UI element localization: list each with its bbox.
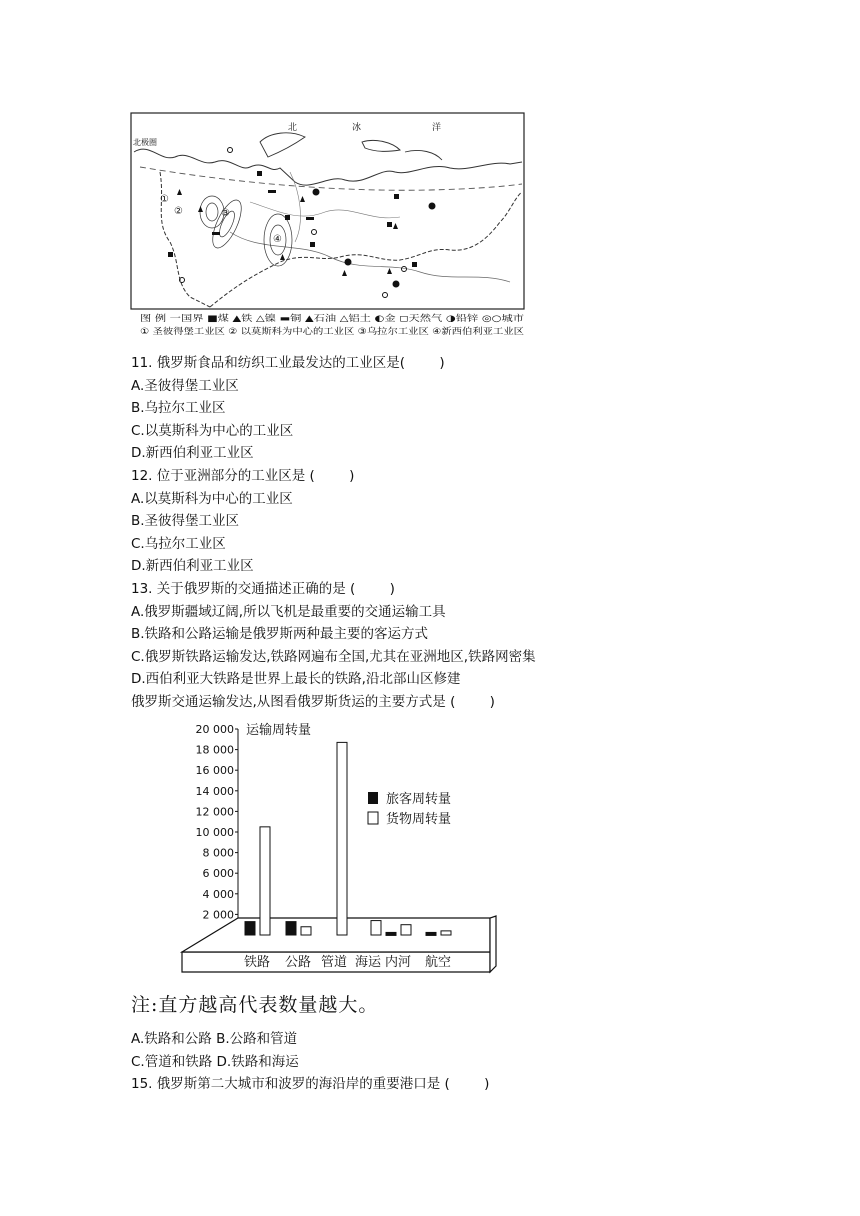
question-block [131,352,771,714]
option-11c: C.以莫斯科为中心的工业区 [131,422,294,439]
bar-freight-5 [441,931,451,935]
bar-passenger-1 [286,922,296,935]
y-tick-label: 16 000 [195,764,234,778]
question-14: 俄罗斯交通运输发达,从图看俄罗斯货运的主要方式是 ( ) [131,693,495,710]
bar-passenger-4 [386,932,396,935]
option-12c: C.乌拉尔工业区 [131,535,226,552]
category-label: 管道 [320,955,348,970]
option-14ab: A.铁路和公路 B.公路和管道 [131,1031,298,1047]
option-13d: D.西伯利亚大铁路是世界上最长的铁路,沿北部山区修建 [131,671,461,688]
bar-passenger-0 [245,922,255,935]
option-13c: C.俄罗斯铁路运输发达,铁路网遍布全国,尤其在亚洲地区,铁路网密集 [131,648,536,665]
zone-2-label: ② [174,206,183,217]
chart-base-side [490,916,496,972]
ocean-label-2: 冰 [352,123,362,133]
ocean-label-3: 洋 [432,123,442,133]
y-tick-label: 10 000 [195,826,234,839]
option-12b: B.圣彼得堡工业区 [131,513,240,530]
option-12a: A.以莫斯科为中心的工业区 [131,490,293,507]
bar-freight-4 [401,925,411,935]
arctic-circle-label: 北极圈 [133,138,157,147]
y-tick-label: 12 000 [195,805,234,819]
legend-line-1: 图 例 一国界 ■煤 ▲铁 △镍 ▬铜 ▲石油 △铝土 ◐金 ◻天然气 ◑铅锌 ◎○城市 [140,314,434,324]
question-13: 13. 关于俄罗斯的交通描述正确的是 ( ) [131,580,395,597]
russia-industry-map [130,112,526,340]
bar-freight-3 [371,921,381,935]
legend-swatch-passenger [368,792,378,804]
question-11: 11. 俄罗斯食品和纺织工业最发达的工业区是( ) [131,355,445,371]
option-14cd: C.管道和铁路 D.铁路和海运 [131,1053,299,1070]
bar-freight-0 [260,827,270,935]
zone-4-label: ④ [273,234,282,245]
bar-freight-1 [301,927,311,935]
category-label: 铁路 [243,955,271,970]
option-11d: D.新西伯利亚工业区 [131,445,254,462]
category-label: 公路 [284,955,312,970]
legend-line-2: ① 圣彼得堡工业区 ② 以莫斯科为中心的工业区 ③乌拉尔工业区 ④新西伯利亚工业区 [140,327,460,337]
question-block-2 [131,1028,771,1096]
option-11b: B.乌拉尔工业区 [131,400,226,417]
category-label: 内河 [384,955,412,970]
legend-swatch-freight [368,812,378,824]
y-tick-label: 14 000 [195,784,234,798]
category-label: 海运 [354,955,382,970]
y-tick-label: 8 000 [202,846,234,860]
bar-freight-2 [337,742,347,935]
y-tick-label: 20 000 [195,723,234,736]
y-tick-label: 18 000 [195,743,234,757]
option-12d: D.新西伯利亚工业区 [131,558,254,575]
chart-note: 注:直方越高代表数量越大。 [131,994,379,1016]
y-axis-label: 运输周转量 [246,723,312,738]
legend-label-freight: 货物周转量 [386,812,452,827]
transport-chart [170,715,510,985]
question-15: 15. 俄罗斯第二大城市和波罗的海沿岸的重要港口是 ( ) [131,1076,490,1093]
option-13a: A.俄罗斯疆域辽阔,所以飞机是最重要的交通运输工具 [131,603,446,620]
legend-label-passenger: 旅客周转量 [386,792,452,807]
option-11a: A.圣彼得堡工业区 [131,377,239,394]
y-tick-label: 2 000 [202,908,234,922]
question-12: 12. 位于亚洲部分的工业区是 ( ) [131,467,355,484]
ocean-label-1: 北 [288,123,298,133]
zone-3-label: ③ [221,208,230,219]
category-label: 航空 [424,955,452,970]
y-tick-label: 6 000 [202,867,234,881]
option-13b: B.铁路和公路运输是俄罗斯两种最主要的客运方式 [131,626,429,643]
y-tick-label: 4 000 [202,887,234,901]
zone-1-label: ① [160,194,169,205]
bar-passenger-5 [426,932,436,935]
